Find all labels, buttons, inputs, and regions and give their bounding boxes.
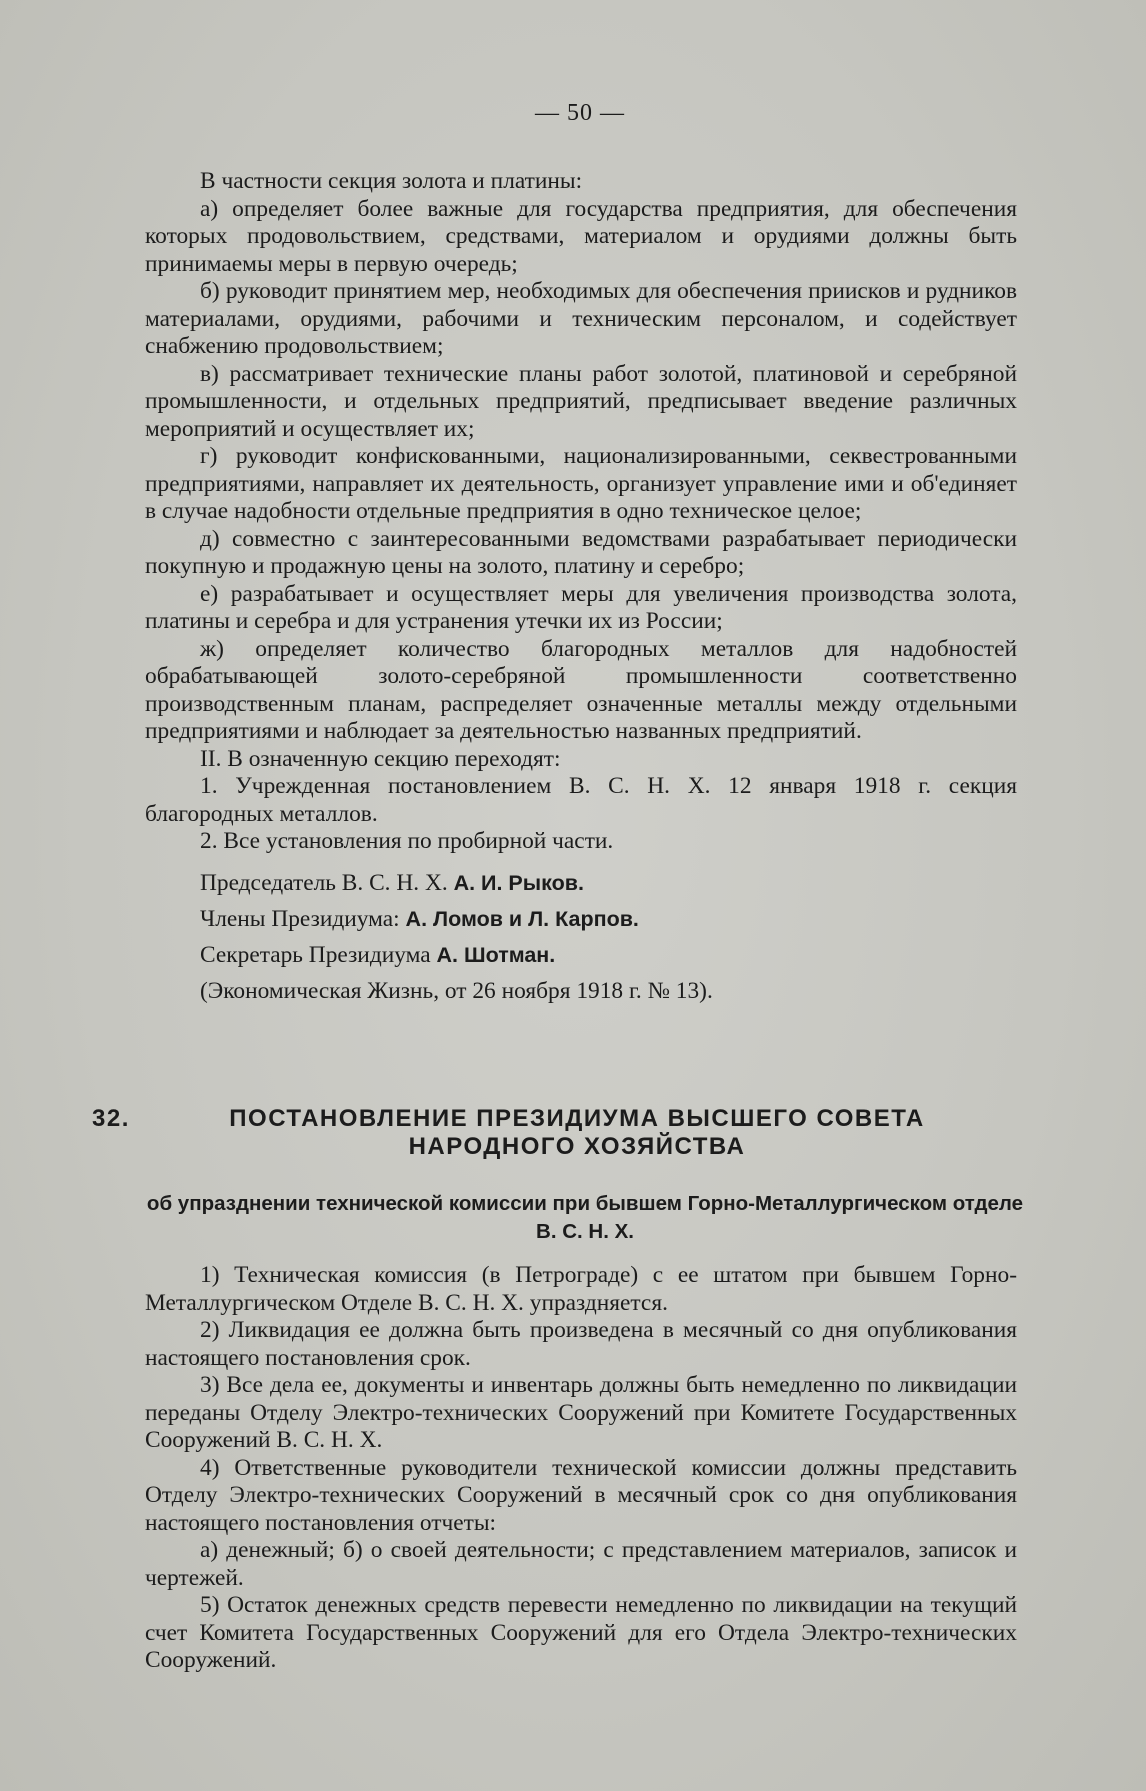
signature-members [145, 901, 1017, 937]
signature-name: А. Ломов и Л. Карпов. [405, 906, 639, 931]
signature-role: Члены Президиума: [200, 905, 400, 932]
item-b: б) руководит принятием мер, необходимых для обеспечения приисков и рудников материалами, орудиями, рабочими и техническим персоналом, и содействует снабжению продовольствием; [145, 278, 1017, 359]
item-d: д) совместно с заинтересованными ведомствами разрабатывает периодически покупную и продажную цены на золото, платину и серебро; [145, 525, 1017, 579]
transfer-item-1: 1. Учрежденная постановлением В. С. Н. Х. 12 января 1918 г. секция благородных металлов. [145, 773, 1017, 827]
section-number: 32. [92, 1105, 130, 1132]
signature-role: Секретарь Президиума [200, 941, 431, 968]
intro-line: В частности секция золота и платины: [200, 168, 583, 194]
transfer-item-2: 2. Все установления по пробирной части. [200, 828, 614, 854]
section-title: ПОСТАНОВЛЕНИЕ ПРЕЗИДИУМА ВЫСШЕГО СОВЕТА НАРОДНОГО ХОЗЯЙСТВА [229, 1105, 925, 1160]
section-32-heading [92, 1105, 1022, 1161]
item-zh: ж) определяет количество благородных металлов для надобностей обрабатывающей золото-серебряной промышленности соответственно производственным планам, распределяет означенные металлы между отдельными предприятиями и наблюдает за деятельностью названных предприятий. [145, 635, 1017, 744]
signature-name: А. Шотман. [436, 942, 556, 967]
part-two-heading: II. В означенную секцию переходят: [200, 745, 561, 772]
item-v: в) рассматривает технические планы работ золотой, платиновой и серебряной промышленности, и отдельных предприятий, предписывает введение различных мероприятий и осуществляет их; [145, 360, 1017, 442]
paragraph-4-sub: а) денежный; б) о своей деятельности; с представлением материалов, записок и чертежей. [145, 1537, 1017, 1591]
signature-role: Председатель В. С. Н. Х. [200, 869, 448, 896]
page-number: — 50 — [535, 100, 625, 126]
paragraph-3: 3) Все дела ее, документы и инвентарь должны быть немедленно по ликвидации переданы Отделу Электро-технических Сооружений при Комитете Государственных Сооружений В. С. Н. Х. [145, 1372, 1017, 1453]
section-32-text [145, 1262, 1017, 1675]
paragraph-5: 5) Остаток денежных средств перевести немедленно по ликвидации на текущий счет Комитета Государственных Сооружений для его Отдела Электро-технических Сооружений. [145, 1592, 1017, 1673]
item-a: а) определяет более важные для государства предприятия, для обеспечения которых продовольствием, средствами, материалом и орудиями должны быть принимаемы меры в первую очередь; [145, 195, 1017, 277]
source-citation: (Экономическая Жизнь, от 26 ноября 1918 г. № 13). [200, 977, 713, 1004]
signature-chairman [145, 865, 1017, 901]
item-e: е) разрабатывает и осуществляет меры для увеличения производства золота, платины и серебра и для устранения утечки их из России; [145, 580, 1017, 634]
paragraph-2: 2) Ликвидация ее должна быть произведена в месячный со дня опубликования настоящего постановления срок. [145, 1317, 1017, 1371]
item-g: г) руководит конфискованными, национализированными, секвестрованными предприятиями, направляет их деятельность, организует управление ими и об'единяет в случае надобности отдельные предприятия в одно техническое целое; [145, 443, 1017, 524]
signature-secretary [145, 937, 1017, 973]
signature-name: А. И. Рыков. [453, 870, 584, 895]
paragraph-1: 1) Техническая комиссия (в Петрограде) с ее штатом при бывшем Горно-Металлургическом Отделе В. С. Н. Х. упраздняется. [145, 1262, 1017, 1316]
section-31-text [145, 168, 1017, 1009]
section-32-subtitle: об упразднении технической комиссии при бывшем Горно-Металлургическом отделе В. С. Н. Х. [146, 1192, 1024, 1243]
paragraph-4: 4) Ответственные руководители технической комиссии должны представить Отделу Электро-технических Сооружений в месячный срок со дня опубликования настоящего постановления отчеты: [145, 1454, 1017, 1536]
